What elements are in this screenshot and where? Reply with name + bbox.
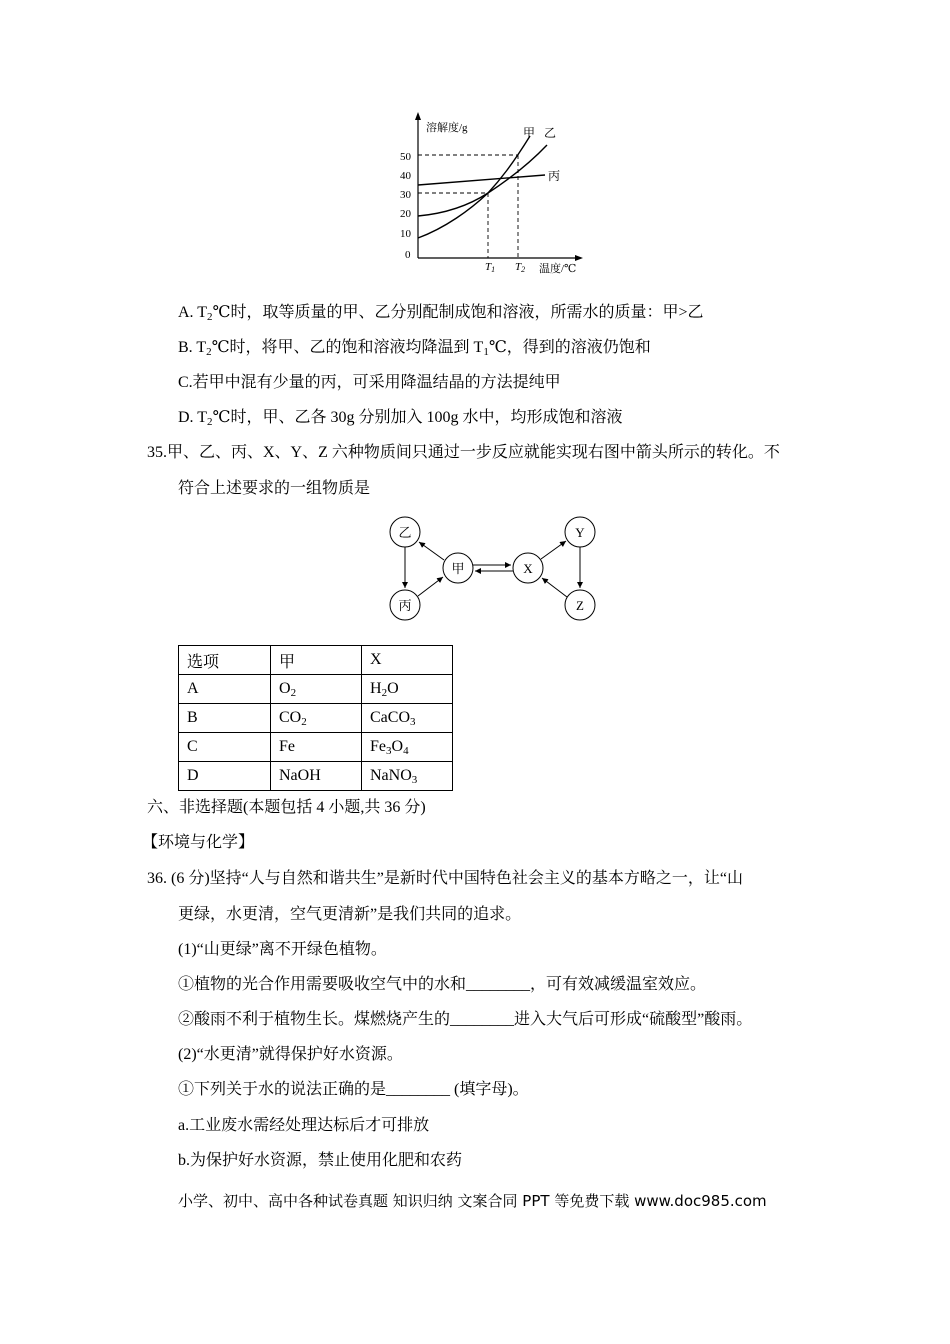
table-header-row [179, 646, 453, 675]
table-row [179, 733, 453, 762]
y-tick-10: 10 [400, 228, 411, 240]
option-d: D. $T_2℃$时，甲、乙各 30g 分别加入 100g 水中，均形成饱和溶液 [178, 409, 623, 428]
row-jia: Fe [271, 733, 362, 762]
series-bing-label: 丙 [548, 169, 561, 183]
arrow-x-y [541, 541, 566, 559]
solubility-chart [390, 110, 590, 280]
q36-part1: (1)“山更绿”离不开绿色植物。 [178, 941, 387, 958]
q36-line1: 36. (6 分)坚持“人与自然和谐共生”是新时代中国特色社会主义的基本方略之一，让“山 [147, 870, 743, 887]
q36-part2-a: ①下列关于水的说法正确的是________ (填字母)。 [178, 1081, 529, 1098]
table-row [179, 762, 453, 791]
row-x: $Fe_3O_4$ [362, 733, 453, 762]
options-table [178, 645, 453, 791]
row-option: D [179, 762, 271, 791]
q36-part1-b: ②酸雨不利于植物生长。煤燃烧产生的________进入大气后可形成“硫酸型”酸雨。 [178, 1011, 753, 1028]
arrow-jia-yi [419, 542, 444, 560]
node-x-label: X [523, 561, 533, 576]
series-yi-label: 乙 [544, 126, 557, 140]
table-row [179, 704, 453, 733]
row-jia: NaOH [271, 762, 362, 791]
section-heading: 六、非选择题(本题包括 4 小题,共 36 分) [147, 799, 426, 816]
y-tick-40: 40 [400, 170, 411, 182]
y-tick-20: 20 [400, 208, 411, 220]
row-x: CaCO$_3$ [362, 704, 453, 733]
q36-part1-a: ①植物的光合作用需要吸收空气中的水和________，可有效减缓温室效应。 [178, 976, 707, 993]
q36-choice-a: a.工业废水需经处理达标后才可排放 [178, 1117, 430, 1134]
option-b: B. $T_2℃$时，将甲、乙的饱和溶液均降温到 $T_1℃$，得到的溶液仍饱和 [178, 339, 651, 358]
row-x: $H_2O$ [362, 675, 453, 704]
x-axis [418, 255, 583, 261]
y-axis-label: 溶解度/g [426, 122, 468, 134]
row-jia: $CO_2$ [271, 704, 362, 733]
transformation-diagram [380, 510, 620, 625]
row-option: B [179, 704, 271, 733]
row-jia: $O_2$ [271, 675, 362, 704]
q36-part2: (2)“水更清”就得保护好水资源。 [178, 1046, 403, 1063]
arrow-z-x [542, 578, 567, 597]
x-axis-label: 温度/℃ [539, 263, 577, 275]
node-jia-label: 甲 [451, 561, 465, 576]
option-a: A. $T_2℃$时，取等质量的甲、乙分别配制成饱和溶液，所需水的质量：甲>乙 [178, 304, 704, 323]
footer-text: 小学、初中、高中各种试卷真题 知识归纳 文案合同 PPT 等免费下载 www.doc985.com [178, 1192, 767, 1210]
q35-line2: 符合上述要求的一组物质是 [178, 480, 371, 497]
series-jia-line [418, 136, 530, 238]
node-yi-label: 乙 [398, 525, 412, 540]
topic-heading: 【环境与化学】 [142, 834, 255, 851]
option-c: C.若甲中混有少量的丙，可采用降温结晶的方法提纯甲 [178, 374, 561, 391]
header-x: X [362, 646, 453, 675]
header-jia: 甲 [271, 646, 362, 675]
x-tick-t2: T2 [515, 261, 526, 274]
y-tick-0: 0 [405, 249, 411, 261]
q35-line1: 35.甲、乙、丙、X、Y、Z 六种物质间只通过一步反应就能实现右图中箭头所示的转化。不 [147, 444, 780, 461]
node-z-label: Z [576, 598, 584, 613]
x-tick-t1: T1 [485, 261, 496, 274]
row-option: A [179, 675, 271, 704]
arrow-bing-jia [418, 577, 443, 596]
node-y-label: Y [575, 525, 585, 540]
header-option: 选项 [179, 646, 271, 675]
row-option: C [179, 733, 271, 762]
y-tick-30: 30 [400, 189, 411, 201]
y-tick-50: 50 [400, 151, 411, 163]
q36-line2: 更绿，水更清，空气更清新”是我们共同的追求。 [178, 906, 522, 923]
node-bing-label: 丙 [398, 598, 412, 613]
table-row [179, 675, 453, 704]
row-x: NaNO$_3$ [362, 762, 453, 791]
series-jia-label: 甲 [523, 126, 536, 140]
q36-choice-b: b.为保护好水资源，禁止使用化肥和农药 [178, 1152, 463, 1169]
series-bing-line [418, 175, 545, 185]
